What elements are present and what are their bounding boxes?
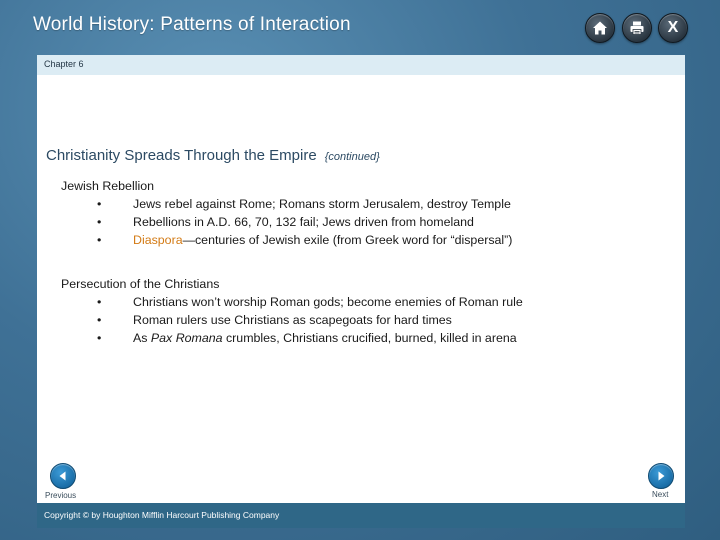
close-icon: X xyxy=(667,19,679,36)
slide-title xyxy=(46,147,380,164)
list-item: • Rebellions in A.D. 66, 70, 132 fail; Jews driven from homeland xyxy=(97,215,474,229)
home-icon xyxy=(592,20,608,36)
chapter-label: Chapter 6 xyxy=(44,59,84,69)
previous-button[interactable] xyxy=(50,463,76,489)
print-icon xyxy=(629,20,645,36)
bullet-icon: • xyxy=(97,313,102,327)
chapter-bar xyxy=(37,55,685,75)
copyright-text: Copyright © by Houghton Mifflin Harcourt Publishing Company xyxy=(44,510,280,520)
next-button[interactable] xyxy=(648,463,674,489)
bullet-icon: • xyxy=(97,295,102,309)
app-title: World History: Patterns of Interaction xyxy=(33,14,351,35)
list-item: • Diaspora—centuries of Jewish exile (from Greek word for “dispersal”) xyxy=(97,233,513,247)
next-label[interactable]: Next xyxy=(652,490,669,499)
bullet-icon: • xyxy=(97,233,102,247)
previous-label[interactable]: Previous xyxy=(45,491,77,500)
diaspora-term: Diaspora xyxy=(133,233,183,247)
pax-romana-term: Pax Romana xyxy=(150,331,223,345)
slide-title-suffix: {continued} xyxy=(324,151,380,163)
list-item: • As Pax Romana crumbles, Christians crucified, burned, killed in arena xyxy=(97,331,517,345)
list-item: • Christians won’t worship Roman gods; become enemies of Roman rule xyxy=(97,295,523,309)
footer-bar xyxy=(37,503,685,528)
section-heading: Jewish Rebellion xyxy=(61,179,154,193)
section-persecution xyxy=(61,275,523,347)
list-item: • Jews rebel against Rome; Romans storm Jerusalem, destroy Temple xyxy=(97,197,511,211)
section-jewish-rebellion xyxy=(61,177,512,249)
print-button[interactable] xyxy=(622,13,652,43)
slide-title-text: Christianity Spreads Through the Empire xyxy=(46,147,317,164)
bullet-icon: • xyxy=(97,197,102,211)
slide-content xyxy=(37,75,685,503)
arrow-right-icon xyxy=(655,470,667,482)
home-button[interactable] xyxy=(585,13,615,43)
section-heading: Persecution of the Christians xyxy=(61,277,220,291)
list-item: • Roman rulers use Christians as scapegoats for hard times xyxy=(97,313,452,327)
arrow-left-icon xyxy=(57,470,69,482)
bullet-icon: • xyxy=(97,215,102,229)
bullet-icon: • xyxy=(97,331,102,345)
close-button[interactable] xyxy=(658,13,688,43)
